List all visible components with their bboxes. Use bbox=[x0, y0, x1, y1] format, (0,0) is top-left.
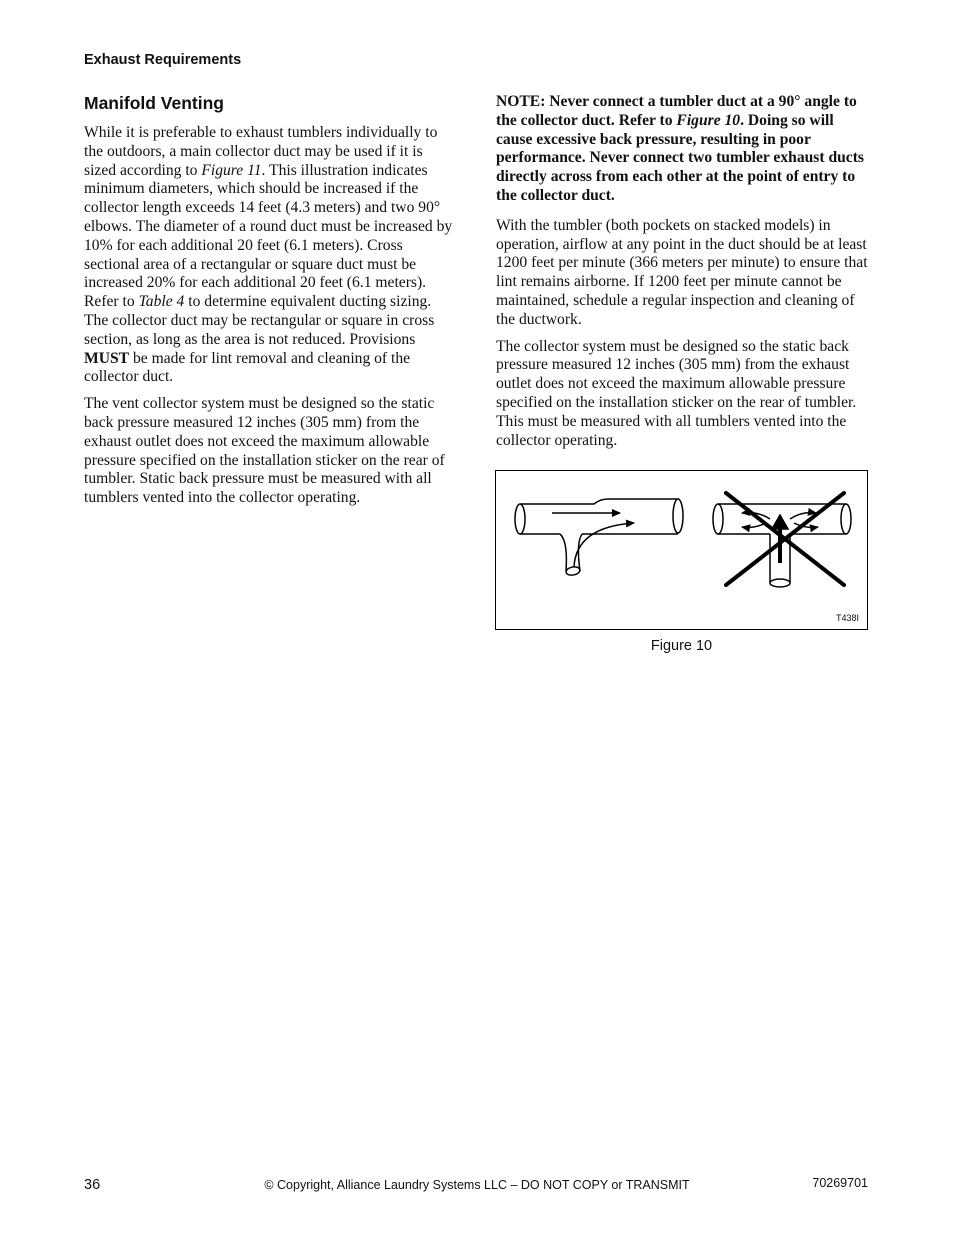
paragraph bbox=[84, 124, 458, 387]
text-run: . Doing so will cause excessive back pressure, resulting in poor performance. Never connect two tumbler exhaust ducts directly across from each other at the point of entry to the collector duct. bbox=[496, 111, 864, 204]
text-run: While it is preferable to exhaust tumblers individually to the outdoors, a main collector duct may be used if it is sized according to bbox=[84, 124, 438, 179]
figure-10-illustration bbox=[495, 470, 868, 630]
paragraph: The vent collector system must be designed so the static back pressure measured 12 inches (305 mm) from the exhaust outlet does not exceed the maximum allowable pressure specified on the installation sticker on the rear of tumbler. Static back pressure must be measured with all tumblers vented into the collector operating. bbox=[84, 395, 445, 507]
left-column bbox=[84, 92, 458, 516]
text-run: to determine equivalent ducting sizing. The collector duct may be rectangular or square in cross section, as long as the area is not reduced. Provisions bbox=[84, 293, 435, 348]
text-run: be made for lint removal and cleaning of the collector duct. bbox=[84, 349, 411, 386]
emphasis: MUST bbox=[84, 349, 130, 367]
paragraph: The collector system must be designed so the static back pressure measured 12 inches (305 mm) from the exhaust outlet does not exceed the maximum allowable pressure specified on the installation sticker on the rear of tumbler. This must be measured with all tumblers vented into the collector operating. bbox=[496, 337, 857, 449]
figure-reference: Figure 10 bbox=[676, 111, 741, 129]
figure-caption: Figure 10 bbox=[650, 638, 713, 654]
prohibited-x-icon bbox=[726, 493, 844, 585]
paragraph: With the tumbler (both pockets on stacked models) in operation, airflow at any point in the duct should be at least 1200 feet per minute (366 meters per minute) to ensure that lint remains airborne. If 1200 feet per minute cannot be maintained, schedule a regular inspection and cleaning of the ductwork. bbox=[496, 216, 868, 328]
section-header: Exhaust Requirements bbox=[84, 52, 242, 68]
right-column bbox=[496, 93, 870, 458]
correct-connection-icon bbox=[515, 499, 683, 576]
section-title: Manifold Venting bbox=[84, 93, 224, 113]
duct-diagram bbox=[496, 471, 869, 631]
text-run: NOTE: Never connect a tumbler duct at a 90° angle to the collector duct. Refer to bbox=[496, 93, 857, 129]
page-number: 36 bbox=[84, 1177, 101, 1193]
document-number: 70269701 bbox=[812, 1176, 868, 1190]
note bbox=[496, 93, 870, 206]
figure-reference: Figure 11 bbox=[201, 161, 262, 179]
copyright-notice: © Copyright, Alliance Laundry Systems LLC – DO NOT COPY or TRANSMIT bbox=[264, 1178, 690, 1192]
table-reference: Table 4 bbox=[138, 293, 185, 311]
figure-code: T438I bbox=[835, 613, 859, 623]
text-run: . This illustration indicates minimum diameters, which should be increased if the collector length exceeds 14 feet (4.3 meters) and two 90° elbows. The diameter of a round duct must be increased by 10% for each additional 20 feet (6.1 meters). Cross sectional area of a rectangular or square duct must be increased 20% for each additional 20 feet (6.1 meters). Refer to bbox=[84, 161, 453, 311]
